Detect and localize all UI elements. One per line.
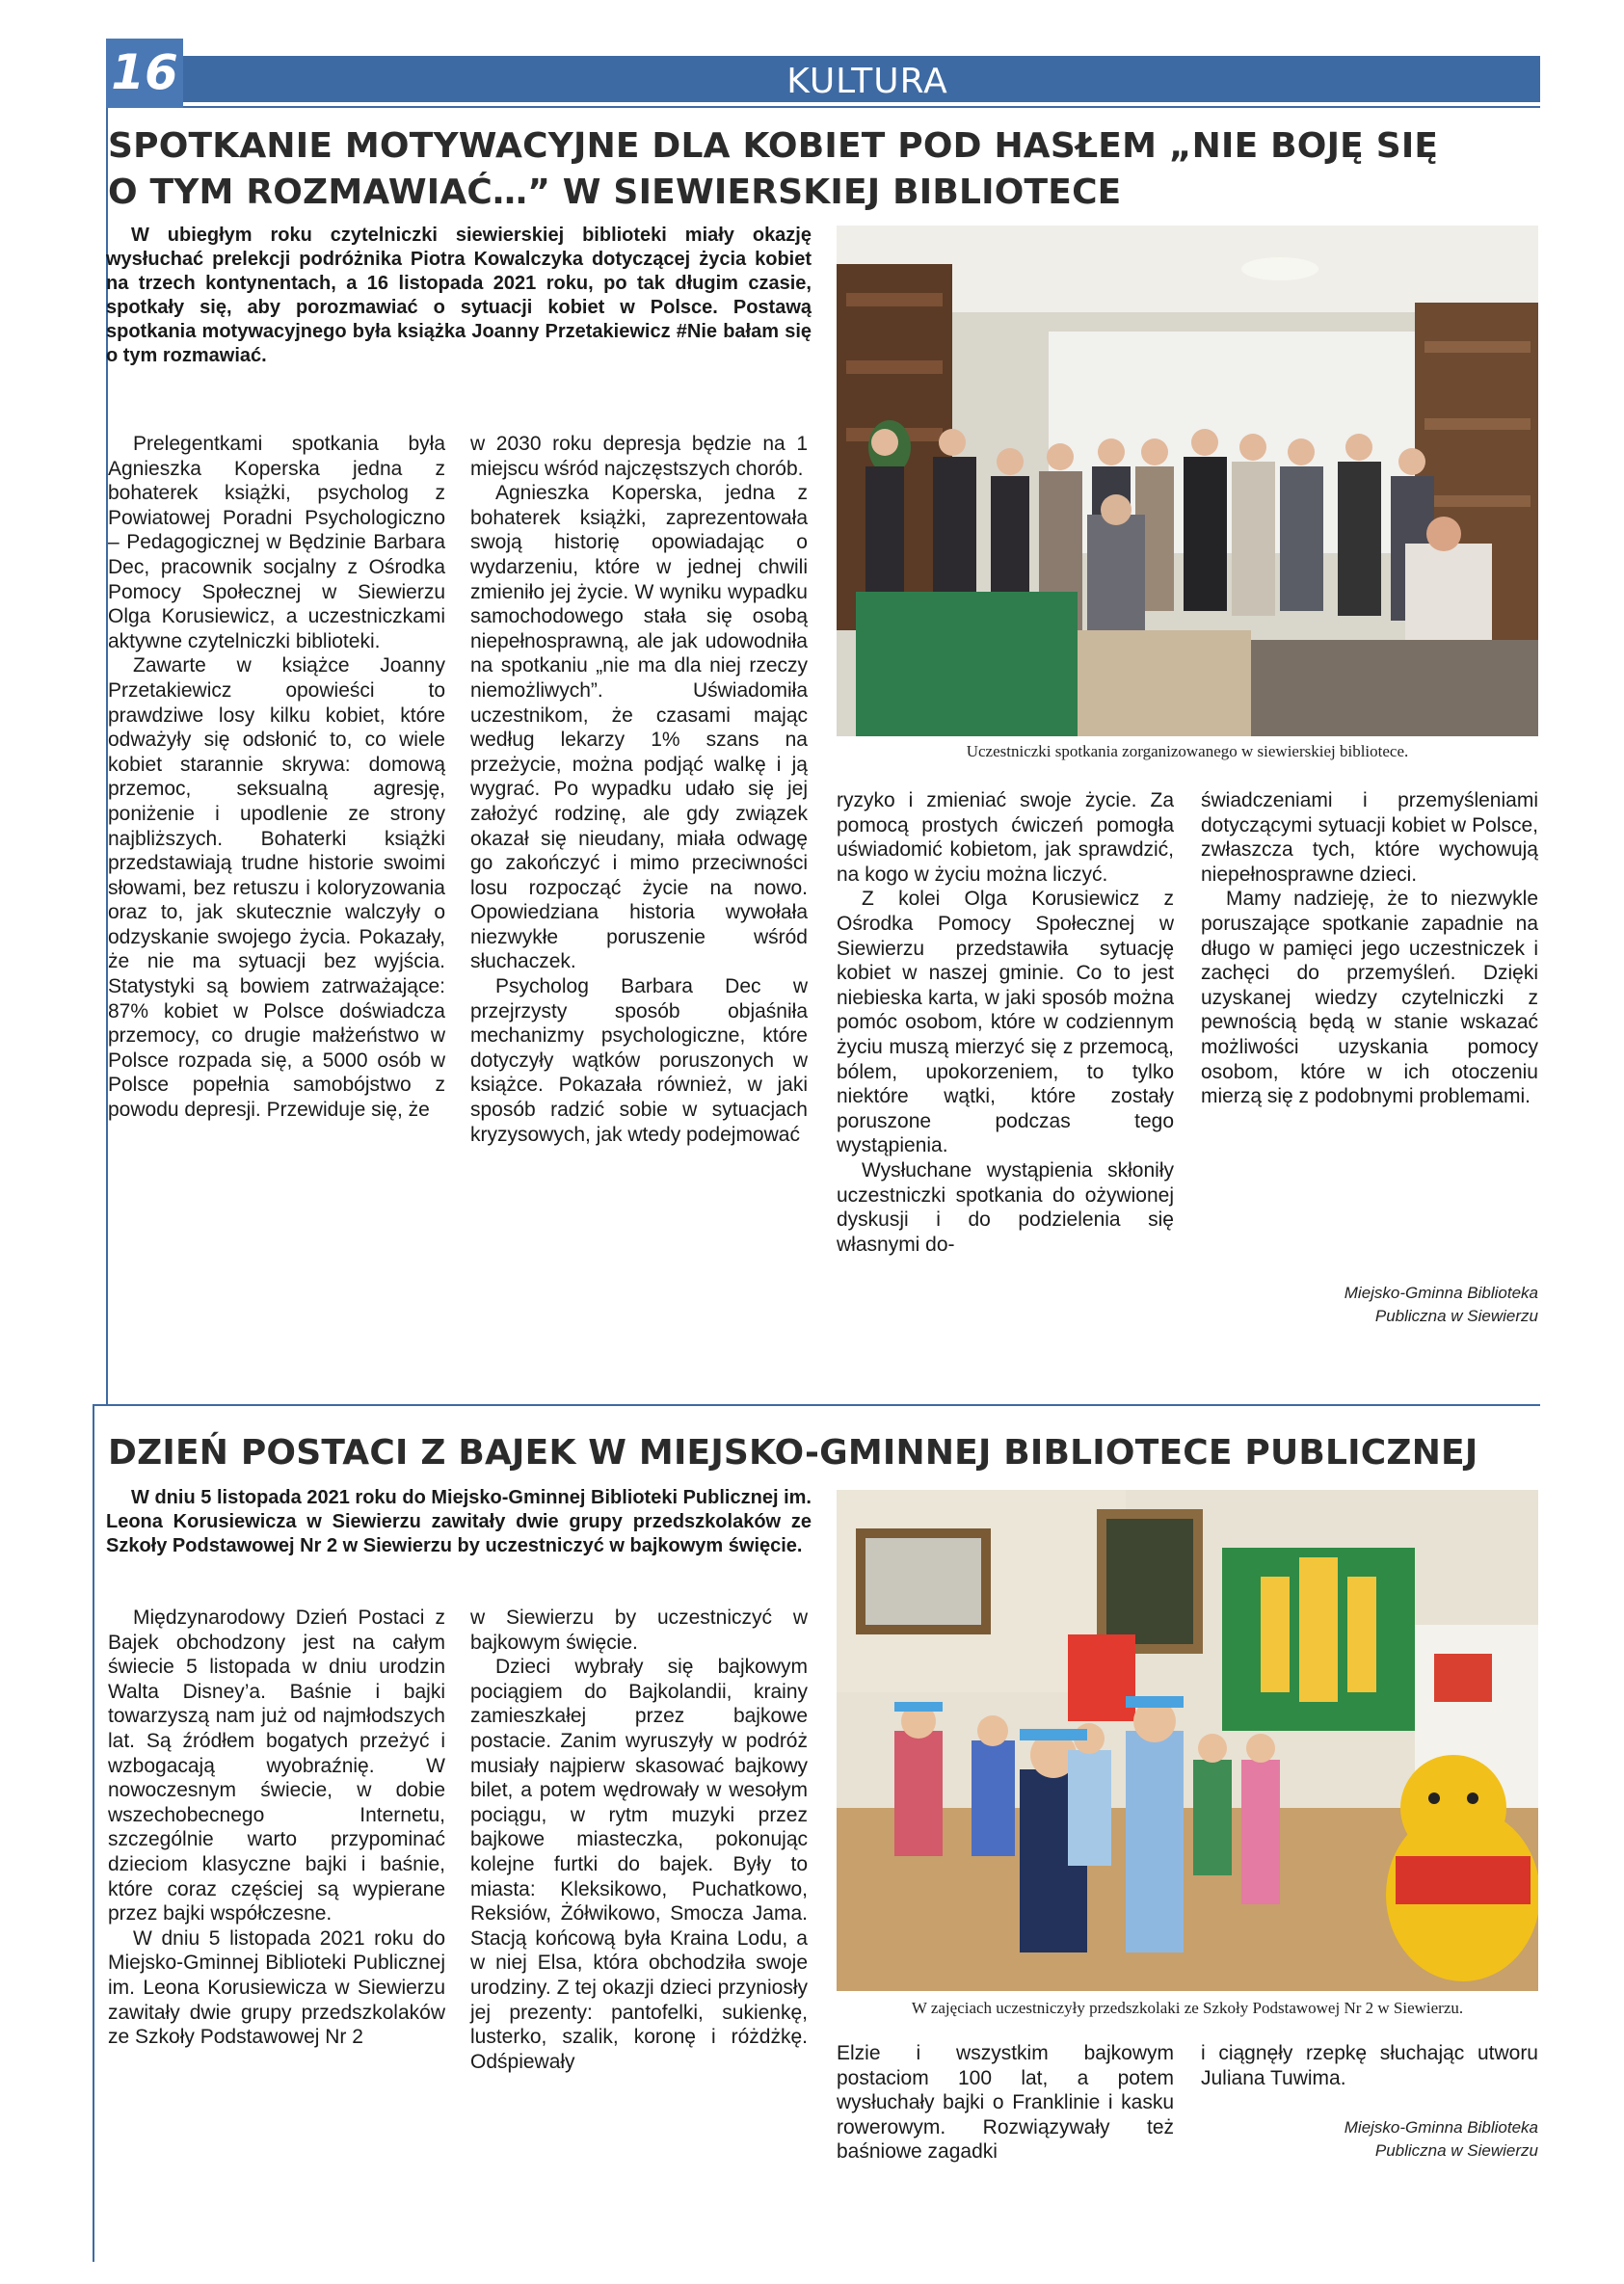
paragraph: i ciągnęły rzepkę słuchając utworu Juliana Tuwima. [1201, 2042, 1538, 2089]
article2-photo-caption: W zajęciach uczestniczyły przedszkolaki ze Szkoły Podstawowej Nr 2 w Siewierzu. [911, 1999, 1464, 2017]
paragraph: w Siewierzu by uczestniczyć w bajkowym święcie. [470, 1607, 808, 1654]
article2-column4 [1201, 2041, 1538, 2090]
paragraph: Dzieci wybrały się bajkowym pociągiem do Bajkolandii, krainy zamieszkałej przez bajkowe postacie. Zanim wyruszyły w podróż musiały najpierw skasować bajkowy bilet, a potem wędrowały w wesołym pociągu, w rytm muzyki przez bajkowe miasteczka, pokonując kolejne furtki do bajek. Były to miasta: Kleksikowo, Puchatkowo, Reksiów, Żółwikowo, Smocza Jama. Stacją końcową była Kraina Lodu, a w niej Elsa, która obchodziła swoje urodziny. Z tej okazji dzieci przyniosły jej prezenty: pantofelki, sukienkę, lusterko, szalik, koronę i różdżkę. Odśpiewały [470, 1656, 808, 2073]
article1-headline [108, 123, 1534, 216]
paragraph: Zawarte w książce Joanny Przetakiewicz opowieści to prawdziwe losy kilku kobiet, które odważyły się odsłonić to, co wiele kobiet starannie skrywa: domową przemoc, seksualną agresję, poniżenie i upodlenie ze strony najbliższych. Bohaterki książki przedstawiają trudne historie swoimi słowami, bez retuszu i koloryzowania oraz to, jak skutecznie walczyły o odzyskanie swojego życia. Pokazały, że nie ma sytuacji bez wyjścia. Statystyki są bowiem zatrważające: 87% kobiet w Polsce doświadcza przemocy, co drugie małżeństwo w Polsce rozpada się, a 5000 osób w Polsce popełnia samobójstwo z powodu depresji. Przewiduje się, że [108, 654, 445, 1122]
group-photo-illustration [837, 226, 1538, 736]
children-photo-illustration [837, 1490, 1538, 1991]
paragraph: w 2030 roku depresja będzie na 1 miejscu wśród najczęstszych chorób. [470, 433, 808, 480]
section-title: KULTURA [786, 62, 948, 101]
article1-headline-line2: O TYM ROZMAWIAĆ…” W SIEWIERSKIEJ BIBLIOTECE [108, 173, 1122, 212]
header-divider [106, 106, 1540, 108]
article1-photo [837, 226, 1538, 736]
article2-lead: W dniu 5 listopada 2021 roku do Miejsko-Gminnej Biblioteki Publicznej im. Leona Korusiewicza w Siewierzu zawitały dwie grupy przedszkolaków ze Szkoły Podstawowej Nr 2 w Siewierzu by uczestniczyć w bajkowym święcie. [106, 1487, 812, 1556]
article1-column3 [837, 788, 1174, 1257]
article2-column1 [108, 1606, 445, 2050]
article2-signature [1201, 2116, 1538, 2163]
article1-photo-caption: Uczestniczki spotkania zorganizowanego w siewierskiej bibliotece. [966, 742, 1409, 760]
paragraph: W dniu 5 listopada 2021 roku do Miejsko-Gminnej Biblioteki Publicznej im. Leona Korusiewicza w Siewierzu zawitały dwie grupy przedszkolaków ze Szkoły Podstawowej Nr 2 [108, 1926, 445, 2049]
signature-line: Miejsko-Gminna Biblioteka [1344, 2118, 1538, 2137]
article2-photo [837, 1490, 1538, 1991]
paragraph: Z kolei Olga Korusiewicz z Ośrodka Pomocy Społecznej w Siewierzu przedstawiła sytuację kobiet w naszej gminie. Co to jest niebieska karta, w jaki sposób można pomóc osobom, które w codziennym życiu muszą mierzyć się z przemocą, bólem, upokorzeniem, to tylko niektóre wątki, które zostały poruszone podczas tego wystąpienia. [837, 888, 1174, 1157]
paragraph: ryzyko i zmieniać swoje życie. Za pomocą prostych ćwiczeń pomogła uświadomić kobietom, jak sprawdzić, na kogo w życiu można liczyć. [837, 789, 1174, 886]
page-number: 16 [111, 44, 178, 100]
paragraph: świadczeniami i przemyśleniami dotyczącymi sytuacji kobiet w Polsce, zwłaszcza tych, które wychowują niepełnosprawne dzieci. [1201, 789, 1538, 886]
paragraph: Elzie i wszystkim bajkowym postaciom 100 lat, a potem wysłuchały bajki o Franklinie i kasku rowerowym. Rozwiązywały też baśniowe zagadki [837, 2042, 1174, 2164]
paragraph: Agnieszka Koperska, jedna z bohaterek książki, zaprezentowała swoją historię opowiadając o wydarzeniu, które w jednej chwili zmieniło jej życie. W wyniku wypadku samochodowego stała się osobą niepełnosprawną, ale jak udowodniła na spotkaniu „nie ma dla niej rzeczy niemożliwych”. Uświadomiła uczestnikom, że czasami mając według lekarzy 1% szans na przeżycie, można podjąć walkę i ją wygrać. Po wypadku udało się jej założyć rodzinę, ale gdy związek okazał się nieudany, miała odwagę go zakończyć i mimo przeciwności losu rozpocząć życie na nowo. Opowiedziana historia wywołała niezwykłe poruszenie wśród słuchaczek. [470, 482, 808, 973]
article2-column3 [837, 2041, 1174, 2164]
signature-line: Publiczna w Siewierzu [1374, 1307, 1538, 1325]
paragraph: Międzynarodowy Dzień Postaci z Bajek obchodzony jest na całym świecie 5 listopada w dniu urodzin Walta Disney’a. Baśnie i bajki towarzyszą nam już od najmłodszych lat. Są źródłem bogatych przeżyć i wzbogacają wyobraźnię. W nowoczesnym świecie, w dobie wszechobecnego Internetu, szczególnie warto przypominać dzieciom klasyczne bajki i baśnie, które coraz częściej są wypierane przez bajki współczesne. [108, 1607, 445, 1925]
left-rule-article2 [93, 1404, 94, 2262]
article1-lead: W ubiegłym roku czytelniczki siewierskiej biblioteki miały okazję wysłuchać prelekcji podróżnika Piotra Kowalczyka dotyczącej życia kobiet na trzech kontynentach, a 16 listopada 2021 roku, po tak długim czasie, spotkały się, aby porozmawiać o sytuacji kobiet w Polsce. Postawą spotkania motywacyjnego była książka Joanny Przetakiewicz #Nie bałam się o tym rozmawiać. [106, 225, 812, 366]
paragraph: Mamy nadzieję, że to niezwykle poruszające spotkanie zapadnie na długo w pamięci jego uczestniczek i zachęci do przemyśleń. Dzięki uzyskanej wiedzy czytelniczki z pewnością będą w stanie wskazać możliwości uzyskania pomocy osobom, które w ich otoczeniu mierzą się z podobnymi problemami. [1201, 888, 1538, 1108]
article1-headline-line1: SPOTKANIE MOTYWACYJNE DLA KOBIET POD HASŁEM „NIE BOJĘ SIĘ [108, 126, 1439, 166]
article1-signature [1201, 1282, 1538, 1328]
article1-column4 [1201, 788, 1538, 1109]
signature-line: Publiczna w Siewierzu [1374, 2141, 1538, 2160]
signature-line: Miejsko-Gminna Biblioteka [1344, 1284, 1538, 1302]
article-separator [93, 1404, 1540, 1406]
article1-column2 [470, 432, 808, 1147]
paragraph: Prelegentkami spotkania była Agnieszka Koperska jedna z bohaterek książki, psycholog z Powiatowej Poradni Psychologiczno – Pedagogicznej w Będzinie Barbara Dec, pracownik socjalny z Ośrodka Pomocy Społecznej w Siewierzu Olga Korusiewicz, a uczestniczkami aktywne czytelniczki biblioteki. [108, 433, 445, 652]
article2-column2 [470, 1606, 808, 2074]
paragraph: Psycholog Barbara Dec w przejrzysty sposób objaśniła mechanizmy psychologiczne, które dotyczyły wątków poruszonych w książce. Pokazała również, w jaki sposób radzić sobie w sytuacjach kryzysowych, jak wtedy podejmować [470, 975, 808, 1146]
article1-column1 [108, 432, 445, 1123]
paragraph: Wysłuchane wystąpienia skłoniły uczestniczki spotkania do ożywionej dyskusji i do podzielenia się własnymi do- [837, 1158, 1174, 1256]
article2-headline: DZIEŃ POSTACI Z BAJEK W MIEJSKO-GMINNEJ BIBLIOTECE PUBLICZNEJ [108, 1433, 1478, 1473]
